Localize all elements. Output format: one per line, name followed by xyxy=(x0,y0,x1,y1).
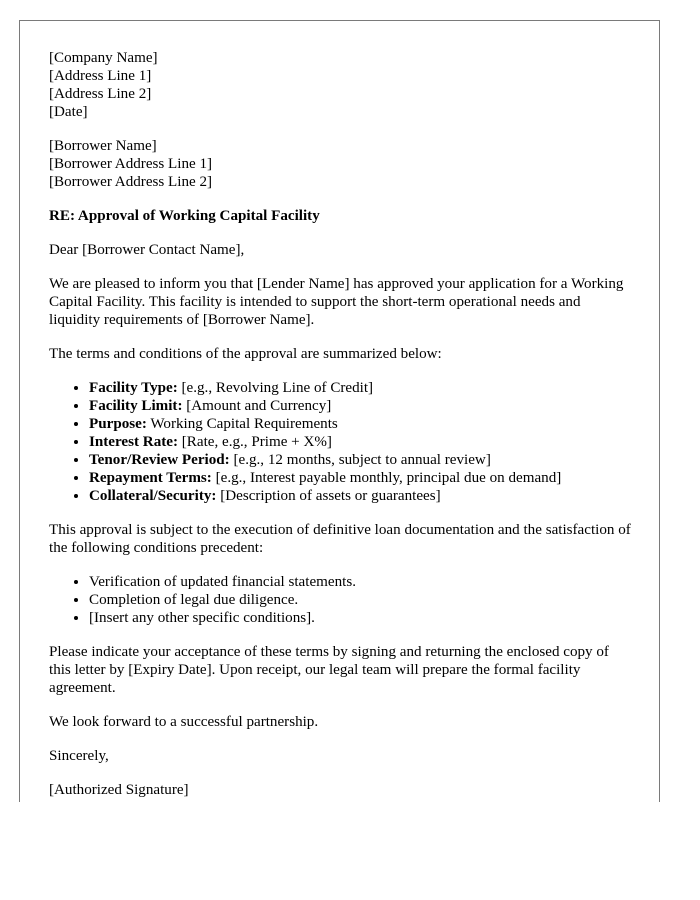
terms-intro: The terms and conditions of the approval are summarized below: xyxy=(49,346,442,362)
term-label: Facility Limit: xyxy=(89,398,183,414)
signature: [Authorized Signature] xyxy=(49,782,189,798)
condition-item: • [Insert any other specific conditions]. xyxy=(89,609,634,627)
sign-off: Sincerely, xyxy=(49,748,109,764)
terms-list xyxy=(49,379,634,505)
term-value: [Amount and Currency] xyxy=(182,398,332,414)
recipient-address-block xyxy=(49,137,634,191)
letter-date: [Date] xyxy=(49,104,88,120)
recipient-address-line-2: [Borrower Address Line 2] xyxy=(49,174,213,190)
closing-paragraph: We look forward to a successful partnership. xyxy=(49,714,319,730)
term-item xyxy=(89,469,634,487)
conditions-list xyxy=(49,573,634,627)
condition-item: • Completion of legal due diligence. xyxy=(89,591,634,609)
term-item xyxy=(89,451,634,469)
acceptance-paragraph: Please indicate your acceptance of these terms by signing and returning the enclosed copy of this letter by [Expiry Date]. Upon receipt, our legal team will prepare the formal facility agreement. xyxy=(49,644,609,696)
term-label: Repayment Terms: xyxy=(89,470,212,486)
term-label: Facility Type: xyxy=(89,380,178,396)
subject-line: RE: Approval of Working Capital Facility xyxy=(49,208,320,224)
term-item xyxy=(89,397,634,415)
salutation: Dear [Borrower Contact Name], xyxy=(49,242,245,258)
sender-company-name: [Company Name] xyxy=(49,50,158,66)
sender-address-line-1: [Address Line 1] xyxy=(49,68,152,84)
term-item xyxy=(89,379,634,397)
sender-address-line-2: [Address Line 2] xyxy=(49,86,152,102)
term-item xyxy=(89,433,634,451)
letter-body xyxy=(49,49,634,799)
term-value: [Description of assets or guarantees] xyxy=(216,488,441,504)
term-value: Working Capital Requirements xyxy=(146,416,338,432)
term-label: Interest Rate: xyxy=(89,434,178,450)
term-value: [Rate, e.g., Prime + X%] xyxy=(178,434,332,450)
term-value: [e.g., Revolving Line of Credit] xyxy=(177,380,374,396)
term-value: [e.g., 12 months, subject to annual review] xyxy=(229,452,491,468)
term-label: Purpose: xyxy=(89,416,147,432)
sender-address-block xyxy=(49,49,634,121)
term-label: Collateral/Security: xyxy=(89,488,217,504)
term-label: Tenor/Review Period: xyxy=(89,452,230,468)
conditions-intro: This approval is subject to the execution of definitive loan documentation and the satisfaction of the following conditions precedent: xyxy=(49,522,631,556)
term-item xyxy=(89,487,634,505)
recipient-name: [Borrower Name] xyxy=(49,138,157,154)
term-item xyxy=(89,415,634,433)
term-value: [e.g., Interest payable monthly, principal due on demand] xyxy=(211,470,562,486)
condition-item: • Verification of updated financial statements. xyxy=(89,573,634,591)
letter-page xyxy=(19,20,660,802)
intro-paragraph: We are pleased to inform you that [Lender Name] has approved your application for a Working Capital Facility. This facility is intended to support the short-term operational needs and liquidity requirements of [Borrower Name]. xyxy=(49,276,624,328)
recipient-address-line-1: [Borrower Address Line 1] xyxy=(49,156,213,172)
